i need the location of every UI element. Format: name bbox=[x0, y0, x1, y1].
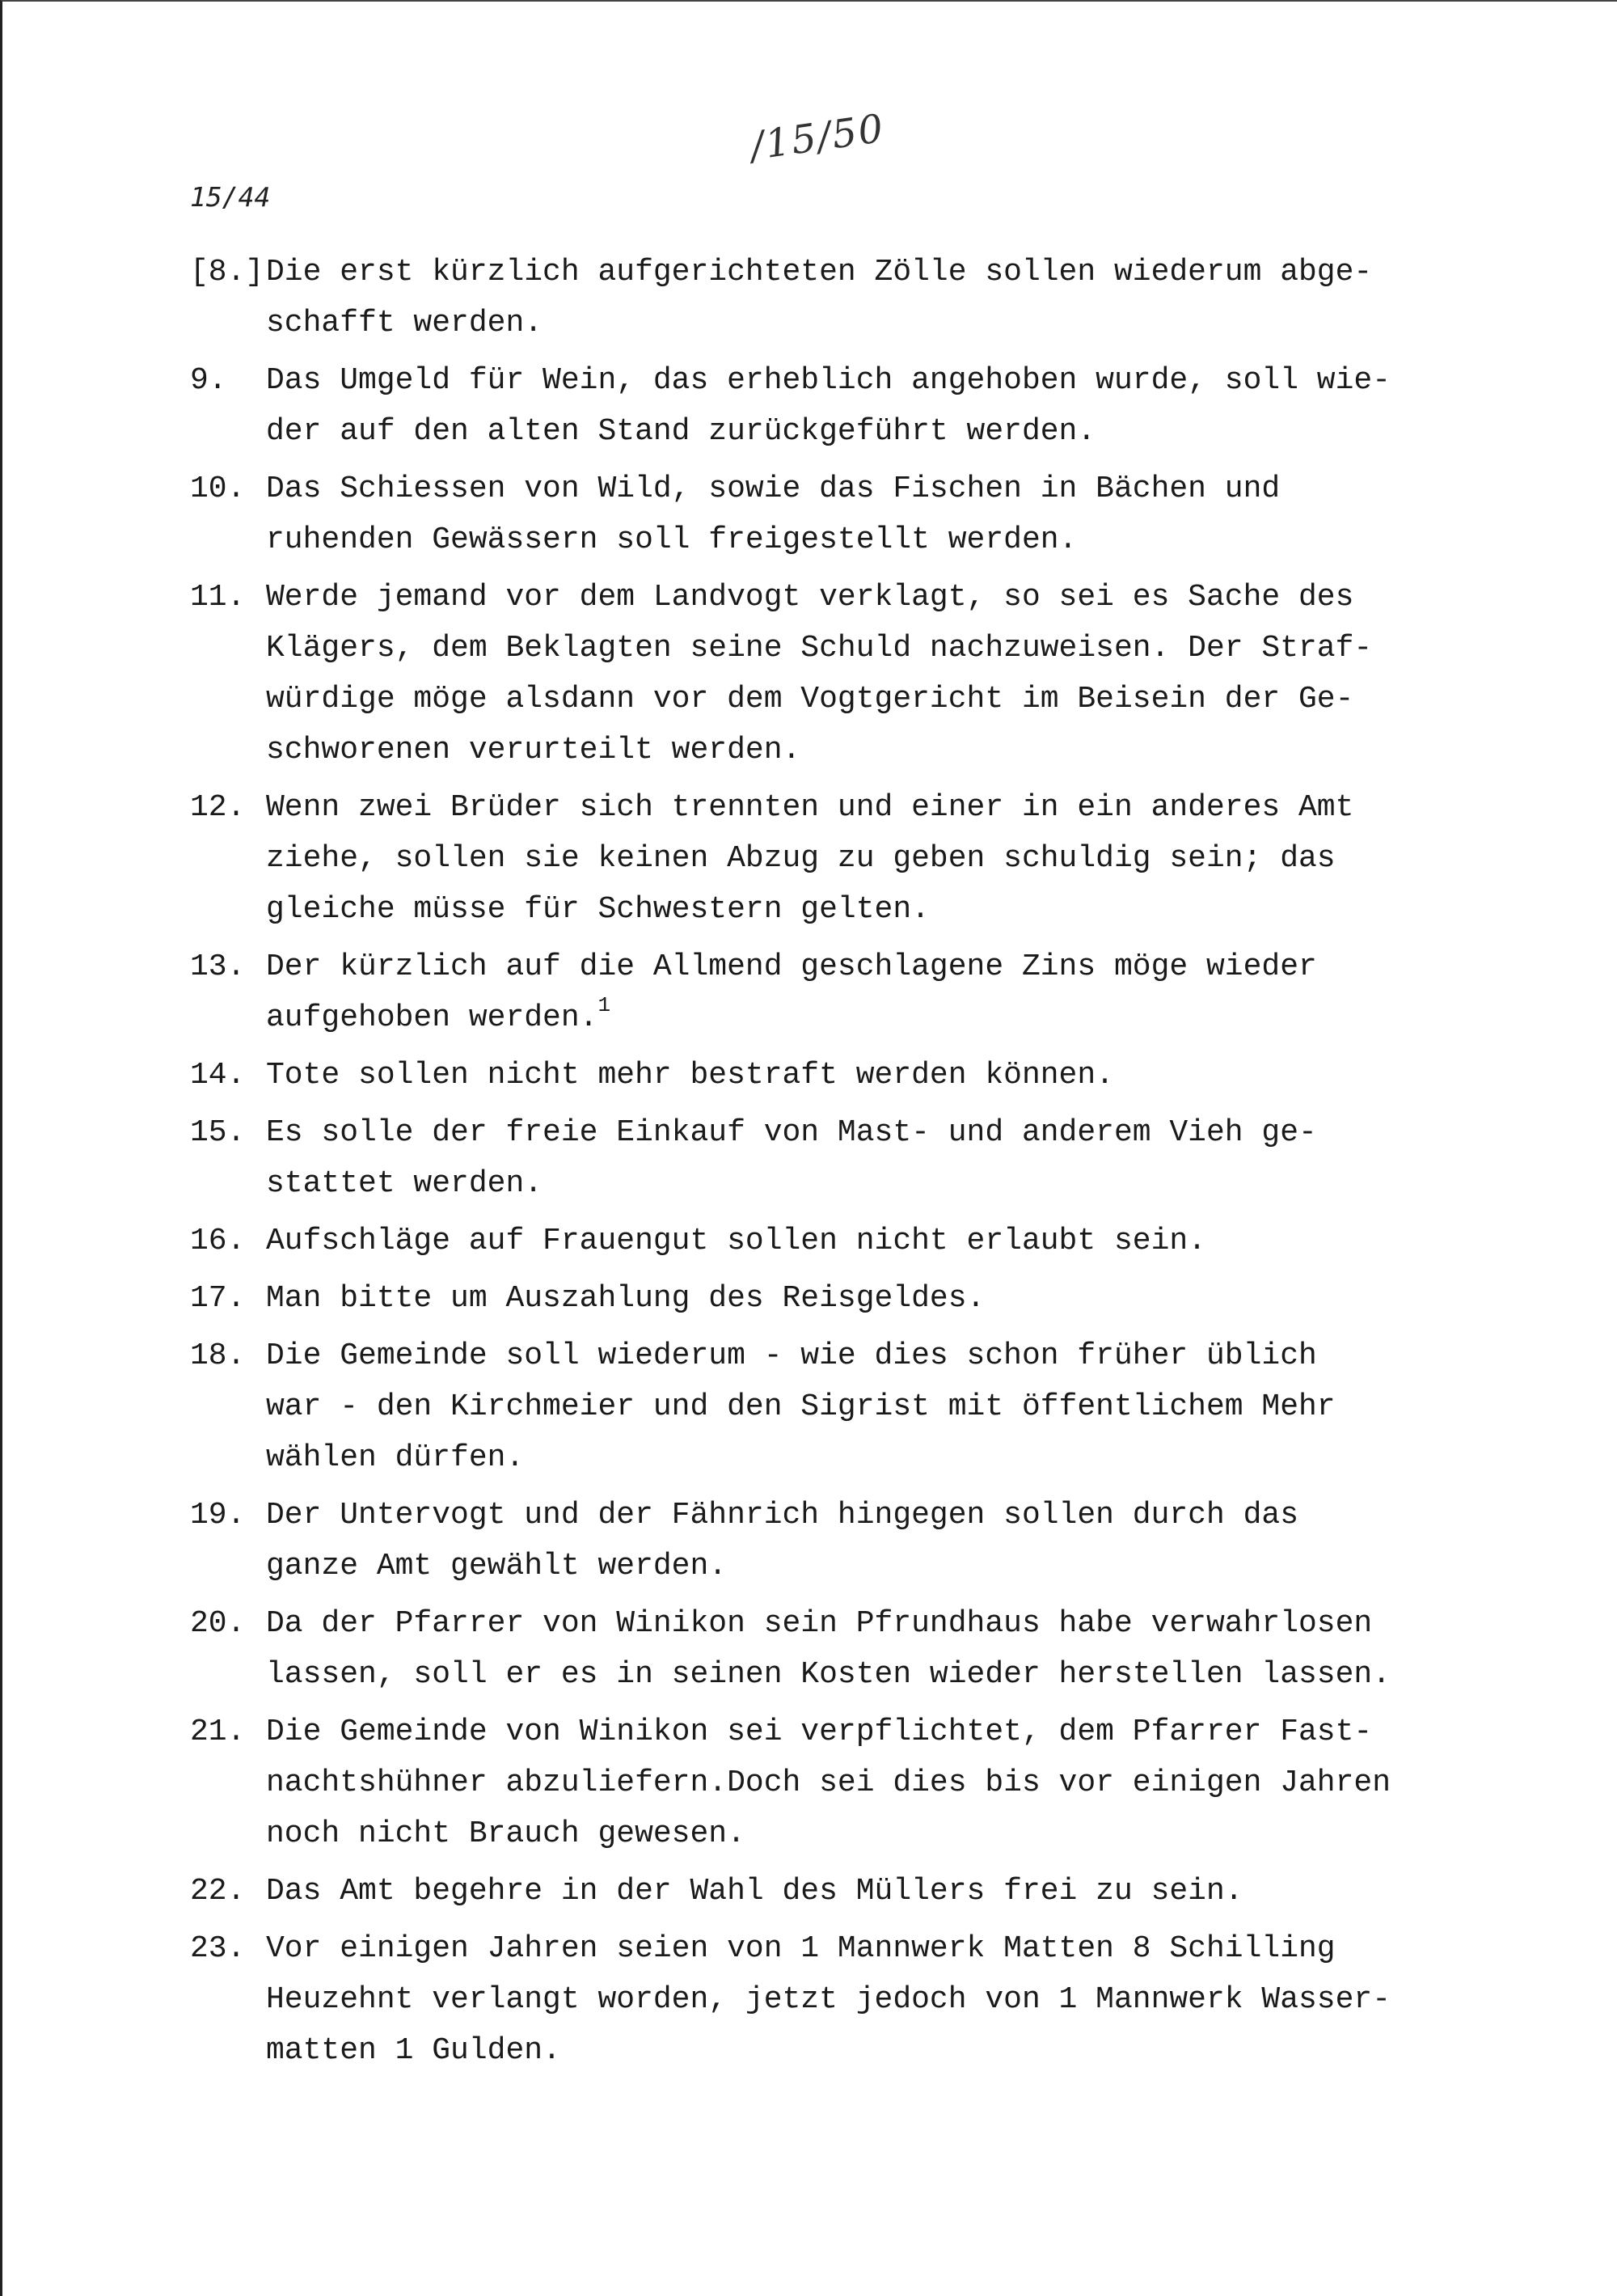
item-number: 17. bbox=[190, 1281, 246, 1316]
list-item bbox=[190, 1490, 1484, 1592]
item-text bbox=[266, 572, 1484, 776]
text-line: schafft werden. bbox=[266, 306, 543, 340]
text-line: Heuzehnt verlangt worden, jetzt jedoch von 1 Mannwerk Wasser- bbox=[266, 1982, 1391, 2017]
text-line: Die Gemeinde von Winikon sei verpflichtet, dem Pfarrer Fast- bbox=[266, 1715, 1373, 1749]
list-item bbox=[190, 1107, 1484, 1209]
text-line: ruhenden Gewässern soll freigestellt werden. bbox=[266, 522, 1078, 557]
item-text bbox=[266, 1107, 1484, 1209]
item-text bbox=[266, 1866, 1484, 1917]
text-line: stattet werden. bbox=[266, 1166, 543, 1201]
list-item bbox=[190, 1050, 1484, 1101]
list-item bbox=[190, 247, 1484, 349]
text-line: Der kürzlich auf die Allmend geschlagene Zins möge wieder bbox=[266, 949, 1317, 984]
text-line: Vor einigen Jahren seien von 1 Mannwerk Matten 8 Schilling bbox=[266, 1931, 1336, 1966]
item-number: 11. bbox=[190, 580, 246, 615]
text-line: Der Untervogt und der Fähnrich hingegen sollen durch das bbox=[266, 1498, 1299, 1533]
list-item bbox=[190, 1923, 1484, 2076]
text-line: Die erst kürzlich aufgerichteten Zölle sollen wiederum abge- bbox=[266, 255, 1373, 290]
list-item bbox=[190, 1866, 1484, 1917]
item-number: 23. bbox=[190, 1931, 246, 1966]
text-line: aufgehoben werden.$^1$ bbox=[266, 993, 611, 1035]
list-item bbox=[190, 1598, 1484, 1700]
text-line: matten 1 Gulden. bbox=[266, 2033, 561, 2068]
text-line: Tote sollen nicht mehr bestraft werden können. bbox=[266, 1058, 1114, 1093]
item-text bbox=[266, 1273, 1484, 1324]
list-item bbox=[190, 1216, 1484, 1266]
item-text bbox=[266, 1490, 1484, 1592]
text-line: gleiche müsse für Schwestern gelten. bbox=[266, 892, 930, 927]
item-text bbox=[266, 1923, 1484, 2076]
text-line: wählen dürfen. bbox=[266, 1440, 525, 1475]
item-text bbox=[266, 247, 1484, 349]
item-number: 9. bbox=[190, 363, 227, 398]
item-number: 19. bbox=[190, 1498, 246, 1533]
text-line: Da der Pfarrer von Winikon sein Pfrundhaus habe verwahrlosen bbox=[266, 1606, 1373, 1641]
text-line: ziehe, sollen sie keinen Abzug zu geben schuldig sein; das bbox=[266, 841, 1336, 876]
item-text bbox=[266, 1330, 1484, 1483]
text-line: noch nicht Brauch gewesen. bbox=[266, 1816, 745, 1851]
item-number: 13. bbox=[190, 949, 246, 984]
text-line: Das Schiessen von Wild, sowie das Fischen in Bächen und bbox=[266, 471, 1281, 506]
item-text bbox=[266, 1216, 1484, 1266]
text-line: Aufschläge auf Frauengut sollen nicht erlaubt sein. bbox=[266, 1224, 1206, 1258]
item-number: 22. bbox=[190, 1874, 246, 1909]
text-line: nachtshühner abzuliefern.Doch sei dies bis vor einigen Jahren bbox=[266, 1765, 1391, 1800]
page-reference: 15/44 bbox=[190, 181, 271, 213]
text-line: der auf den alten Stand zurückgeführt werden. bbox=[266, 414, 1096, 449]
text-line: Die Gemeinde soll wiederum - wie dies schon früher üblich bbox=[266, 1338, 1317, 1373]
text-line: Das Umgeld für Wein, das erheblich angehoben wurde, soll wie- bbox=[266, 363, 1391, 398]
item-number: 20. bbox=[190, 1606, 246, 1641]
list-item bbox=[190, 1330, 1484, 1483]
item-text bbox=[266, 355, 1484, 457]
list-item bbox=[190, 463, 1484, 565]
text-line: war - den Kirchmeier und den Sigrist mit öffentlichem Mehr bbox=[266, 1389, 1336, 1424]
list-item bbox=[190, 572, 1484, 776]
item-text bbox=[266, 941, 1484, 1043]
text-line: Werde jemand vor dem Landvogt verklagt, so sei es Sache des bbox=[266, 580, 1354, 615]
handwritten-page-number: /15/50 bbox=[747, 105, 888, 170]
list-item bbox=[190, 1706, 1484, 1859]
list-item bbox=[190, 941, 1484, 1043]
item-text bbox=[266, 782, 1484, 935]
text-line: ganze Amt gewählt werden. bbox=[266, 1549, 728, 1584]
item-number: [8.] bbox=[190, 255, 264, 290]
text-line: Es solle der freie Einkauf von Mast- und anderem Vieh ge- bbox=[266, 1115, 1317, 1150]
item-number: 15. bbox=[190, 1115, 246, 1150]
text-line: lassen, soll er es in seinen Kosten wieder herstellen lassen. bbox=[266, 1657, 1391, 1692]
item-number: 16. bbox=[190, 1224, 246, 1258]
numbered-list bbox=[190, 247, 1484, 2082]
list-item bbox=[190, 1273, 1484, 1324]
item-text bbox=[266, 1050, 1484, 1101]
item-number: 14. bbox=[190, 1058, 246, 1093]
text-line: Wenn zwei Brüder sich trennten und einer in ein anderes Amt bbox=[266, 790, 1354, 825]
list-item bbox=[190, 782, 1484, 935]
item-text bbox=[266, 1598, 1484, 1700]
item-text bbox=[266, 1706, 1484, 1859]
text-line: schworenen verurteilt werden. bbox=[266, 733, 801, 767]
item-number: 21. bbox=[190, 1715, 246, 1749]
text-line: Klägers, dem Beklagten seine Schuld nachzuweisen. Der Straf- bbox=[266, 631, 1373, 666]
text-line: würdige möge alsdann vor dem Vogtgericht im Beisein der Ge- bbox=[266, 682, 1354, 717]
list-item bbox=[190, 355, 1484, 457]
text-line: Das Amt begehre in der Wahl des Müllers frei zu sein. bbox=[266, 1874, 1243, 1909]
footnote-marker: 1 bbox=[597, 993, 611, 1017]
item-number: 18. bbox=[190, 1338, 246, 1373]
item-number: 12. bbox=[190, 790, 246, 825]
text-line: Man bitte um Auszahlung des Reisgeldes. bbox=[266, 1281, 986, 1316]
item-text bbox=[266, 463, 1484, 565]
item-number: 10. bbox=[190, 471, 246, 506]
